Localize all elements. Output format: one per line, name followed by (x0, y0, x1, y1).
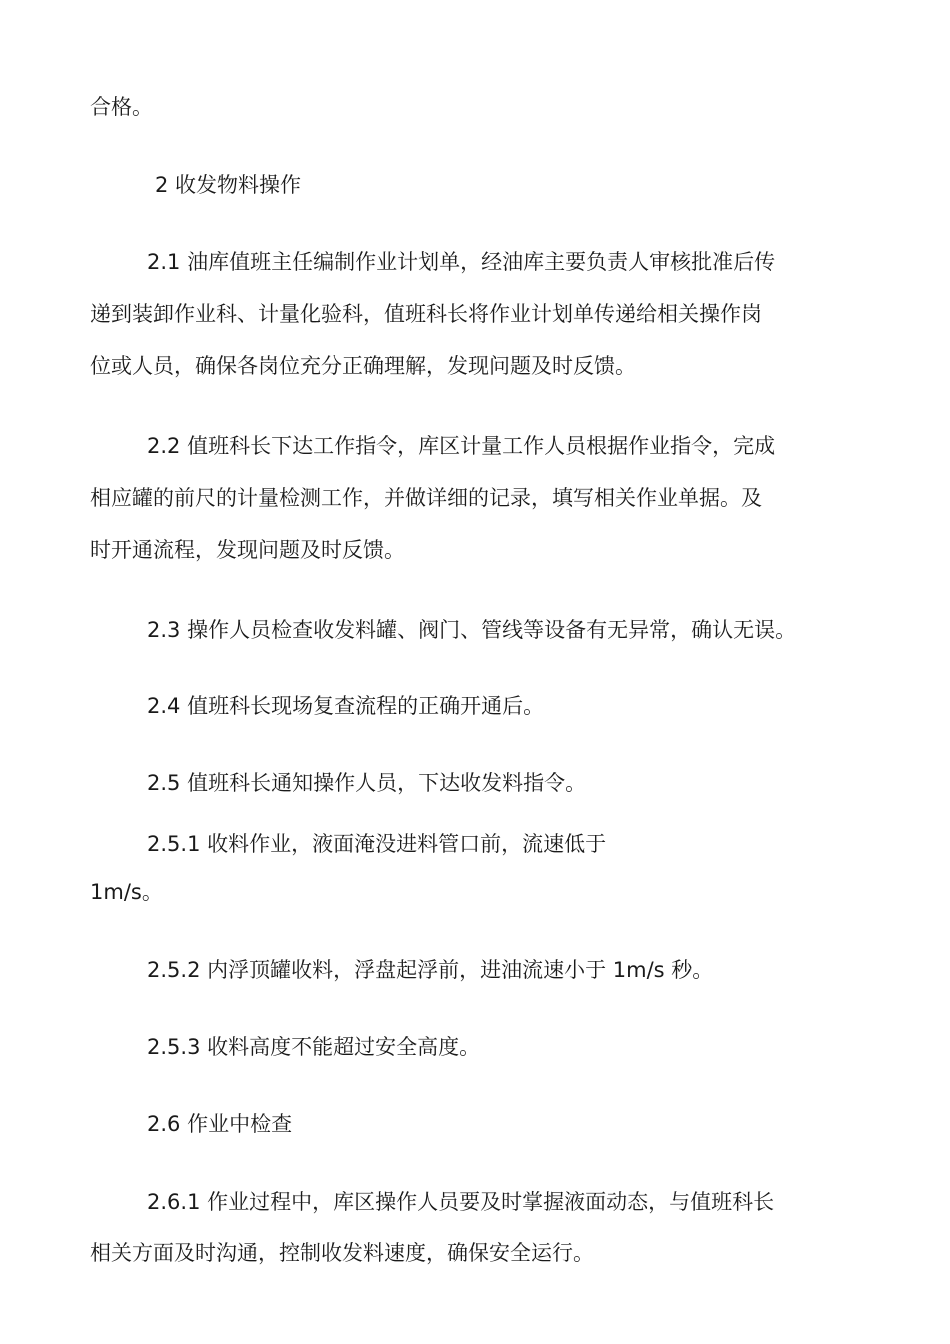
text-line: 2.5 值班科长通知操作人员，下达收发料指令。 (147, 771, 587, 795)
text-line: 时开通流程，发现问题及时反馈。 (90, 538, 405, 562)
text-line: 2.3 操作人员检查收发料罐、阀门、管线等设备有无异常，确认无误。 (147, 618, 797, 642)
text-line: 2.5.1 收料作业，液面淹没进料管口前，流速低于 (147, 832, 607, 856)
text-line: 2.6.1 作业过程中，库区操作人员要及时掌握液面动态，与值班科长 (147, 1190, 775, 1214)
text-line: 2.1 油库值班主任编制作业计划单，经油库主要负责人审核批准后传 (147, 250, 776, 274)
section-heading: 2.6 作业中检查 (147, 1112, 293, 1136)
text-line: 递到装卸作业科、计量化验科，值班科长将作业计划单传递给相关操作岗 (90, 302, 762, 326)
text-line: 2.5.2 内浮顶罐收料，浮盘起浮前，进油流速小于 1m/s 秒。 (147, 958, 714, 982)
section-heading: 2 收发物料操作 (155, 173, 302, 197)
text-line: 2.2 值班科长下达工作指令，库区计量工作人员根据作业指令，完成 (147, 434, 776, 458)
text-line: 1m/s。 (90, 880, 163, 904)
text-line: 2.4 值班科长现场复查流程的正确开通后。 (147, 694, 545, 718)
text-line: 相应罐的前尺的计量检测工作，并做详细的记录，填写相关作业单据。及 (90, 486, 762, 510)
text-line: 2.5.3 收料高度不能超过安全高度。 (147, 1035, 481, 1059)
text-line: 相关方面及时沟通，控制收发料速度，确保安全运行。 (90, 1241, 594, 1265)
text-line: 位或人员，确保各岗位充分正确理解，发现问题及时反馈。 (90, 354, 636, 378)
text-line: 合格。 (90, 95, 153, 119)
